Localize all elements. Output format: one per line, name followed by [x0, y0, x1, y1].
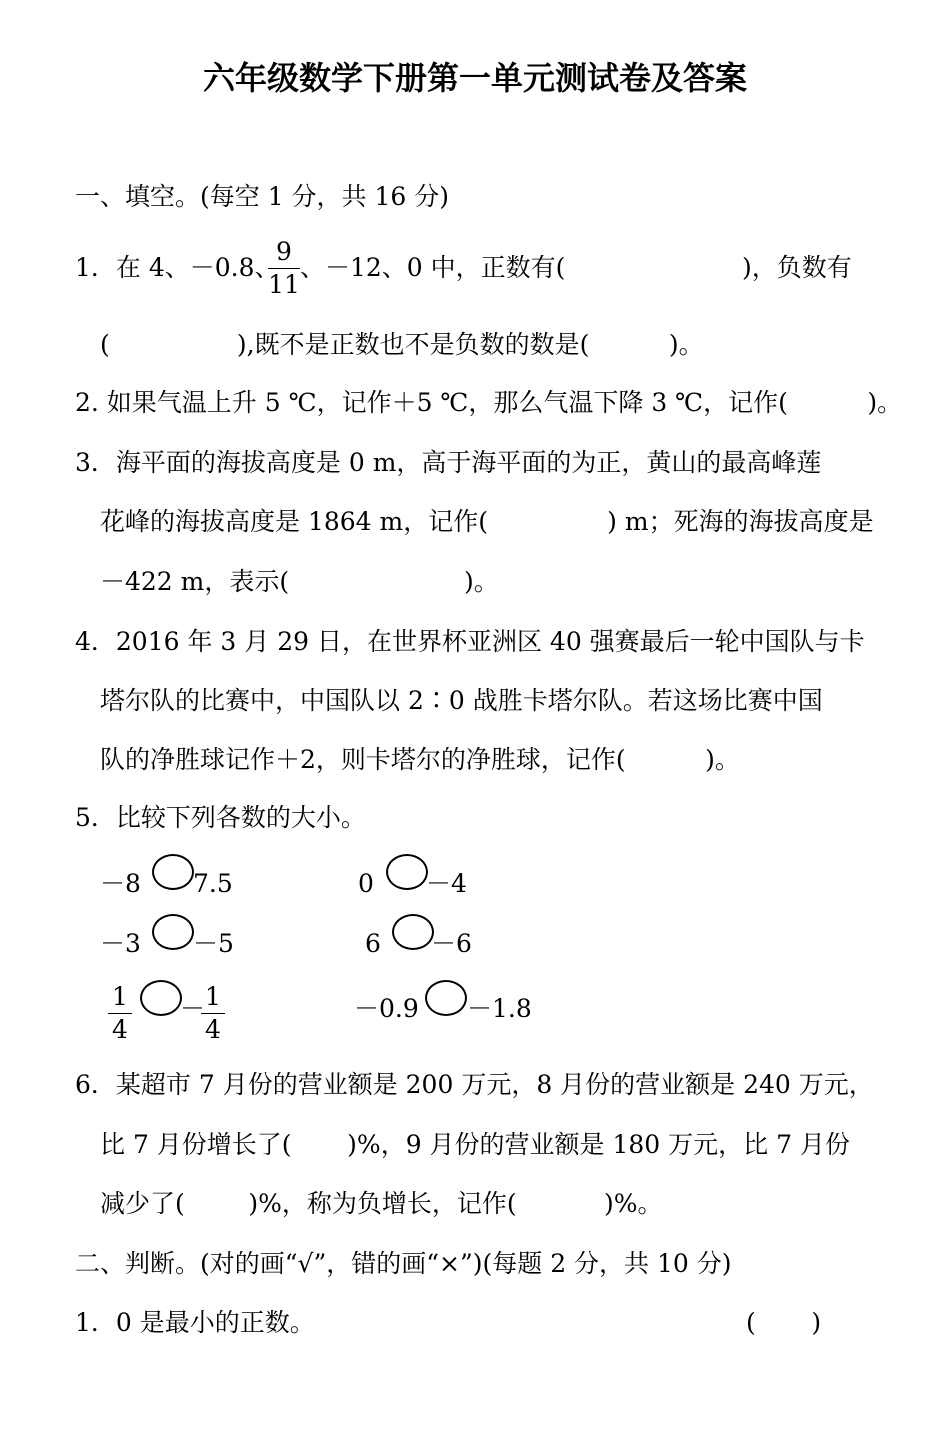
- q1-fraction-numerator: 9: [276, 237, 292, 266]
- q5-r3-fraction-2: [201, 983, 225, 1044]
- fraction-bar: [268, 268, 300, 269]
- q1-line-2: ( ),既不是正数也不是负数的数是( )。: [100, 330, 704, 359]
- q5-r1-left-b: 7.5: [193, 869, 233, 898]
- q5-r3-minus: －: [180, 994, 206, 1023]
- q4-line-3: 队的净胜球记作＋2，则卡塔尔的净胜球，记作( )。: [100, 745, 740, 774]
- q3-line-1: 3．海平面的海拔高度是 0 m，高于海平面的为正，黄山的最高峰莲: [75, 448, 822, 477]
- s2-q1-text: 1．0 是最小的正数。: [75, 1308, 315, 1337]
- q5-r2-left-a: －3: [100, 929, 141, 958]
- q5-prompt: 5．比较下列各数的大小。: [75, 803, 366, 832]
- fraction-numerator: 1: [205, 982, 221, 1011]
- q5-r1-left-a: －8: [100, 869, 141, 898]
- answer-circle[interactable]: [392, 914, 434, 950]
- q2-text: 2. 如果气温上升 5 ℃，记作＋5 ℃，那么气温下降 3 ℃，记作( )。: [75, 388, 903, 417]
- q6-line-2: 比 7 月份增长了( )%，9 月份的营业额是 180 万元，比 7 月份: [100, 1130, 850, 1159]
- q3-line-2: 花峰的海拔高度是 1864 m，记作( ) m；死海的海拔高度是: [100, 507, 874, 536]
- q5-r3-right-a: －0.9: [354, 994, 419, 1023]
- fraction-bar: [201, 1013, 225, 1014]
- q4-line-2: 塔尔队的比赛中，中国队以 2∶0 战胜卡塔尔队。若这场比赛中国: [100, 686, 823, 715]
- q5-r1-right-a: 0: [358, 869, 374, 898]
- answer-circle[interactable]: [425, 980, 467, 1016]
- answer-circle[interactable]: [152, 854, 194, 890]
- q6-line-3: 减少了( )%，称为负增长，记作( )%。: [100, 1189, 663, 1218]
- fraction-denominator: 4: [205, 1015, 221, 1044]
- fraction-denominator: 4: [112, 1015, 128, 1044]
- answer-circle[interactable]: [386, 854, 428, 890]
- answer-circle[interactable]: [140, 980, 182, 1016]
- fraction-bar: [108, 1013, 132, 1014]
- q1-text-a: 1．在 4、－0.8、: [75, 253, 280, 282]
- q5-r2-right-a: 6: [365, 929, 381, 958]
- s2-q1-answer-paren[interactable]: ( ): [746, 1308, 822, 1337]
- q5-r2-right-b: －6: [431, 929, 472, 958]
- q1-fraction-denominator: 11: [268, 270, 300, 299]
- q1-text-b: 、－12、0 中，正数有(: [300, 253, 566, 282]
- section-2-heading: 二、判断。(对的画“√”，错的画“×”)(每题 2 分，共 10 分): [75, 1249, 732, 1278]
- q1-text-c: )，负数有: [742, 253, 852, 282]
- q5-r3-fraction-1: [108, 983, 132, 1044]
- q5-r3-right-b: －1.8: [467, 994, 532, 1023]
- answer-circle[interactable]: [152, 914, 194, 950]
- page-title: 六年级数学下册第一单元测试卷及答案: [202, 59, 747, 97]
- section-1-heading: 一、填空。(每空 1 分，共 16 分): [75, 182, 450, 211]
- q5-r1-right-b: －4: [426, 869, 467, 898]
- fraction-numerator: 1: [112, 982, 128, 1011]
- q4-line-1: 4．2016 年 3 月 29 日，在世界杯亚洲区 40 强赛最后一轮中国队与卡: [75, 627, 865, 656]
- q3-line-3: －422 m，表示( )。: [100, 567, 499, 596]
- q1-fraction: [268, 238, 300, 299]
- q5-r2-left-b: －5: [193, 929, 234, 958]
- q6-line-1: 6．某超市 7 月份的营业额是 200 万元，8 月份的营业额是 240 万元，: [75, 1070, 874, 1099]
